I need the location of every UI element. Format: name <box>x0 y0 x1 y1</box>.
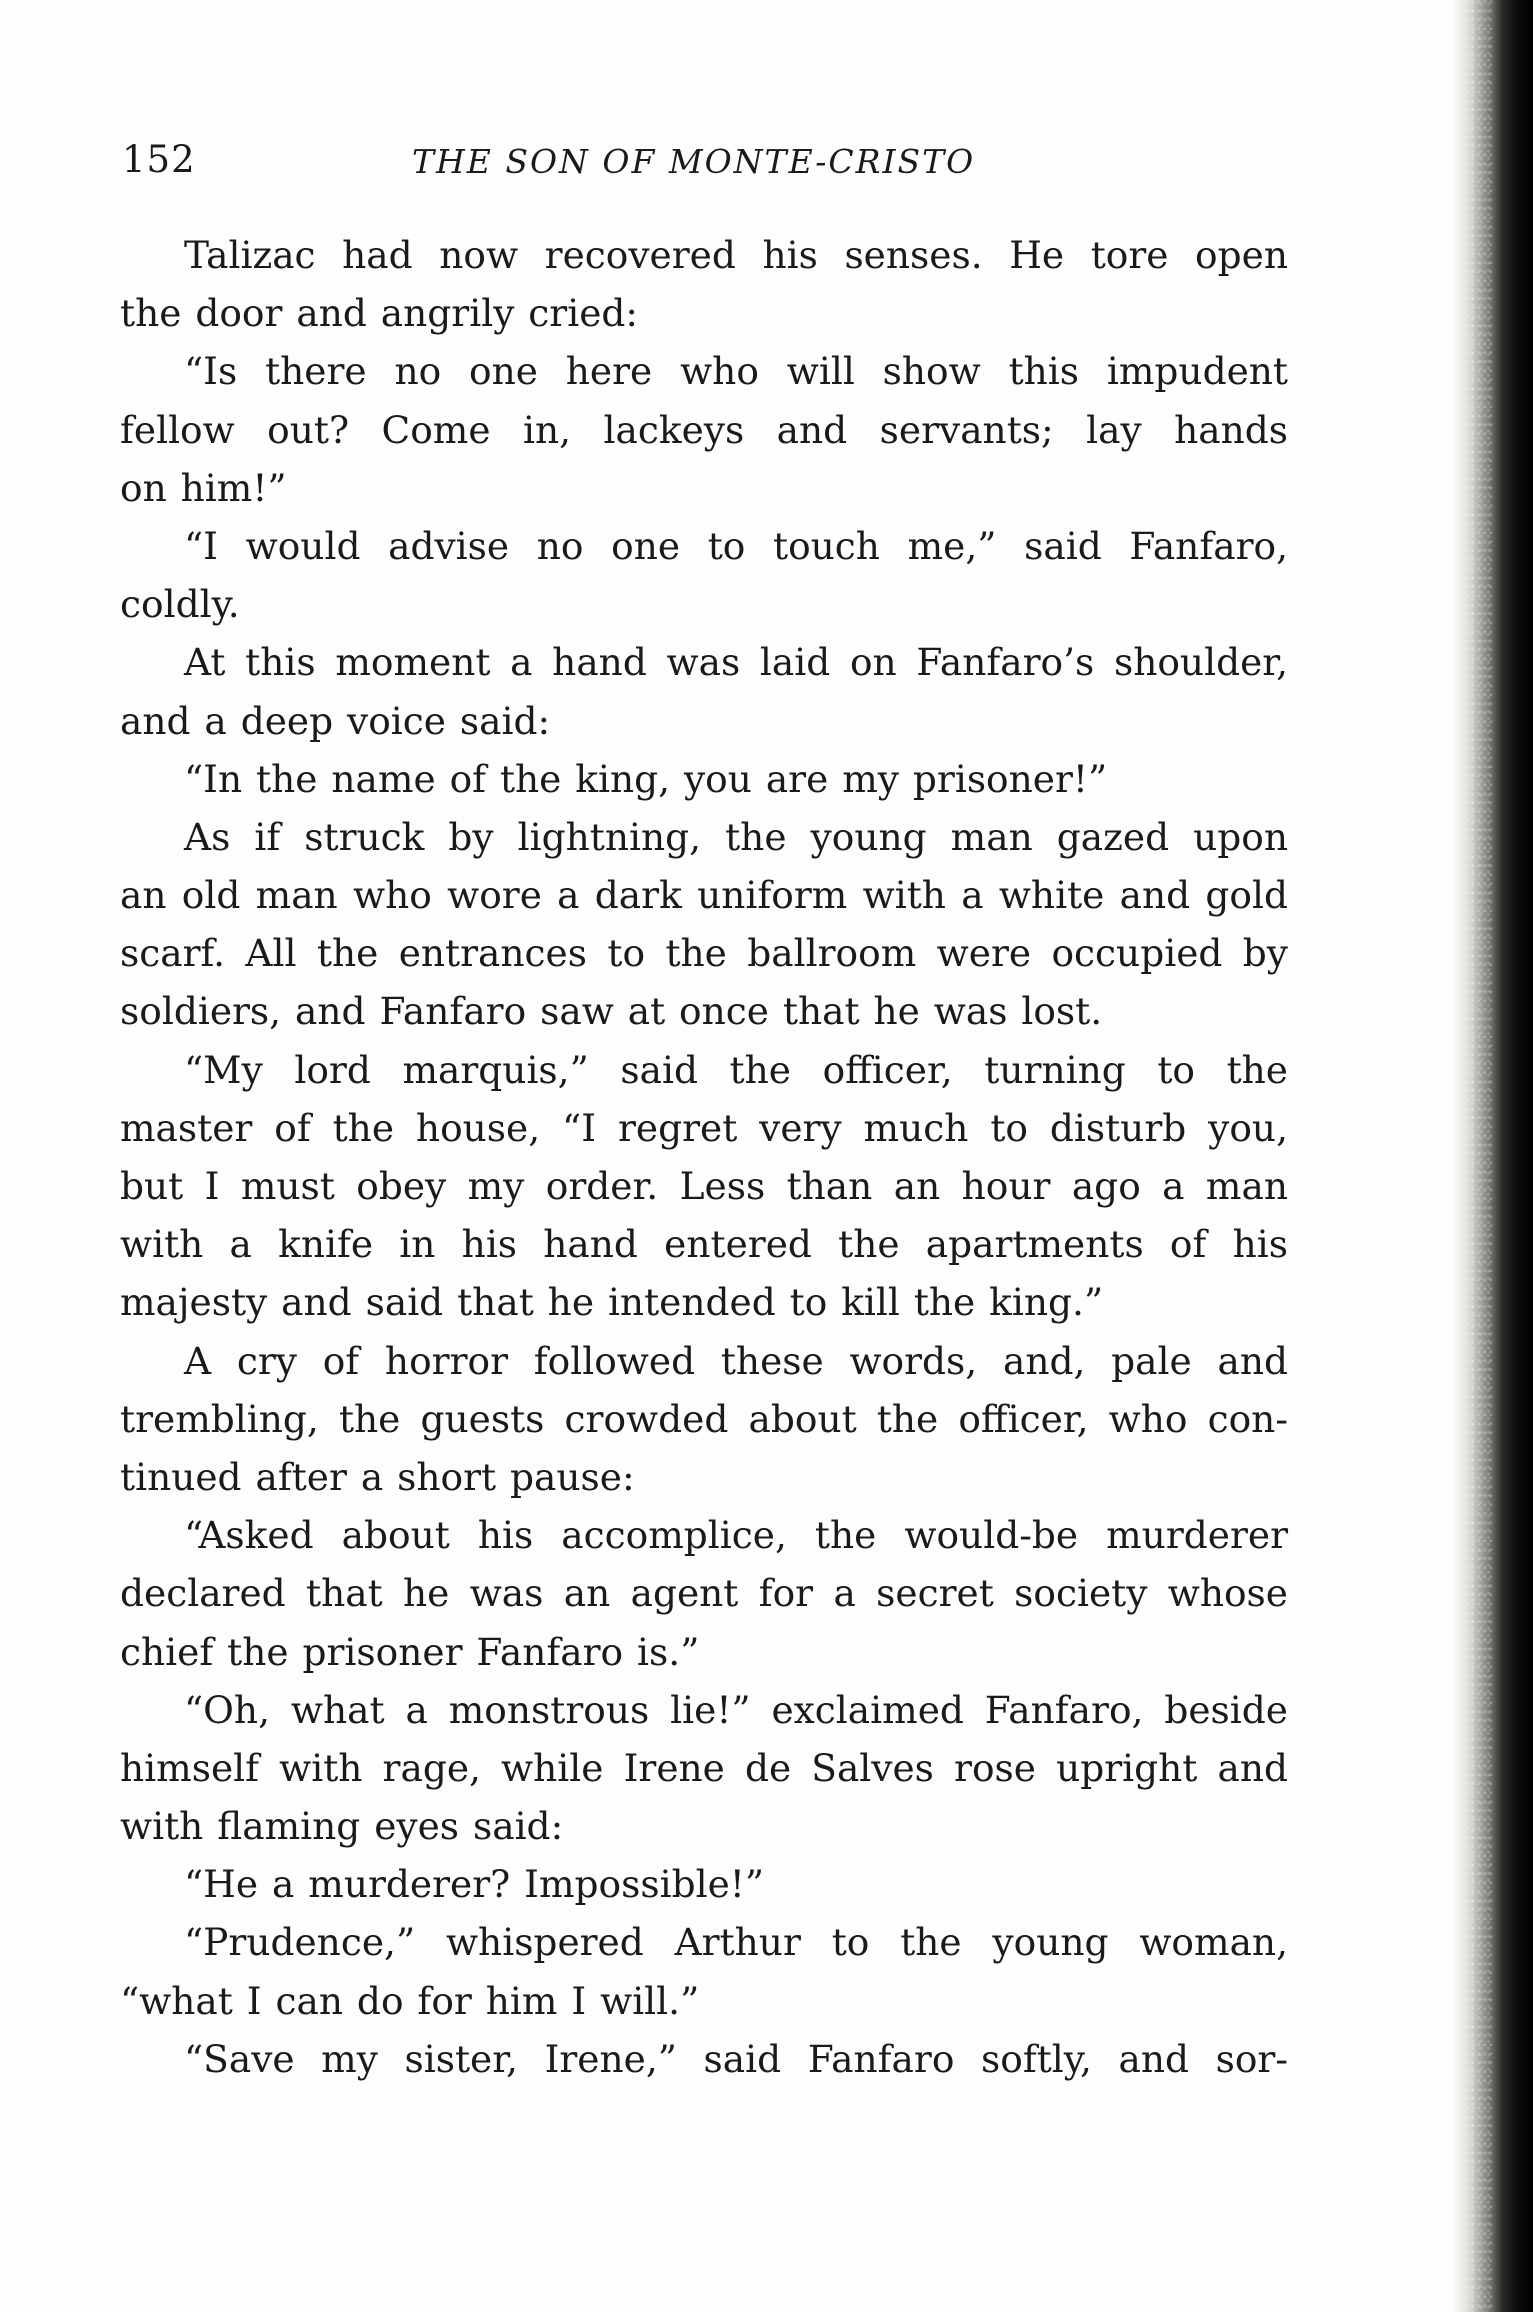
text-line: “Save my sister, Irene,” said Fanfaro softly, and sor- <box>184 2036 1288 2081</box>
text-line: “In the name of the king, you are my prisoner!” <box>184 756 1108 801</box>
text-line: chief the prisoner Fanfaro is.” <box>120 1629 700 1674</box>
text-line: master of the house, “I regret very much to disturb you, <box>120 1105 1288 1150</box>
text-line: declared that he was an agent for a secret society whose <box>120 1571 1288 1616</box>
text-line: A cry of horror followed these words, and, pale and <box>184 1338 1288 1383</box>
text-line: scarf. All the entrances to the ballroom were occupied by <box>120 931 1288 976</box>
text-line: fellow out? Come in, lackeys and servants; lay hands <box>120 407 1288 452</box>
text-line: and a deep voice said: <box>120 698 551 743</box>
text-line: “Is there no one here who will show this impudent <box>184 349 1288 394</box>
text-line: with a knife in his hand entered the apartments of his <box>120 1222 1288 1267</box>
text-line: but I must obey my order. Less than an hour ago a man <box>120 1164 1288 1208</box>
text-line: majesty and said that he intended to kill the king.” <box>120 1280 1104 1325</box>
text-line: an old man who wore a dark uniform with a white and gold <box>120 873 1288 918</box>
text-line: At this moment a hand was laid on Fanfaro’s shoulder, <box>184 640 1288 685</box>
text-line: “My lord marquis,” said the officer, turning to the <box>184 1047 1288 1092</box>
text-line: Talizac had now recovered his senses. He tore open <box>184 233 1288 277</box>
text-line: tinued after a short pause: <box>120 1454 635 1499</box>
text-line: “Asked about his accomplice, the would-be murderer <box>184 1513 1288 1558</box>
text-line: “Prudence,” whispered Arthur to the young woman, <box>184 1920 1288 1965</box>
text-line: “what I can do for him I will.” <box>120 1978 700 2023</box>
text-line: on him!” <box>120 465 287 510</box>
text-line: As if struck by lightning, the young man gazed upon <box>184 814 1288 859</box>
binding-texture <box>1459 0 1493 2312</box>
page-header <box>122 138 1282 198</box>
page-number: 152 <box>122 138 196 181</box>
text-line: soldiers, and Fanfaro saw at once that he was lost. <box>120 989 1103 1034</box>
running-title: THE SON OF MONTE-CRISTO <box>412 142 976 181</box>
text-line: the door and angrily cried: <box>120 291 639 336</box>
text-line: with flaming eyes said: <box>120 1804 564 1849</box>
text-line: coldly. <box>120 582 240 627</box>
text-line: himself with rage, while Irene de Salves rose upright and <box>120 1745 1288 1790</box>
text-line: “He a murderer? Impossible!” <box>184 1862 765 1907</box>
text-line: “I would advise no one to touch me,” said Fanfaro, <box>184 523 1288 568</box>
text-line: “Oh, what a monstrous lie!” exclaimed Fanfaro, beside <box>184 1687 1288 1732</box>
text-line: trembling, the guests crowded about the officer, who con- <box>120 1396 1288 1441</box>
body-text <box>120 226 1288 2088</box>
